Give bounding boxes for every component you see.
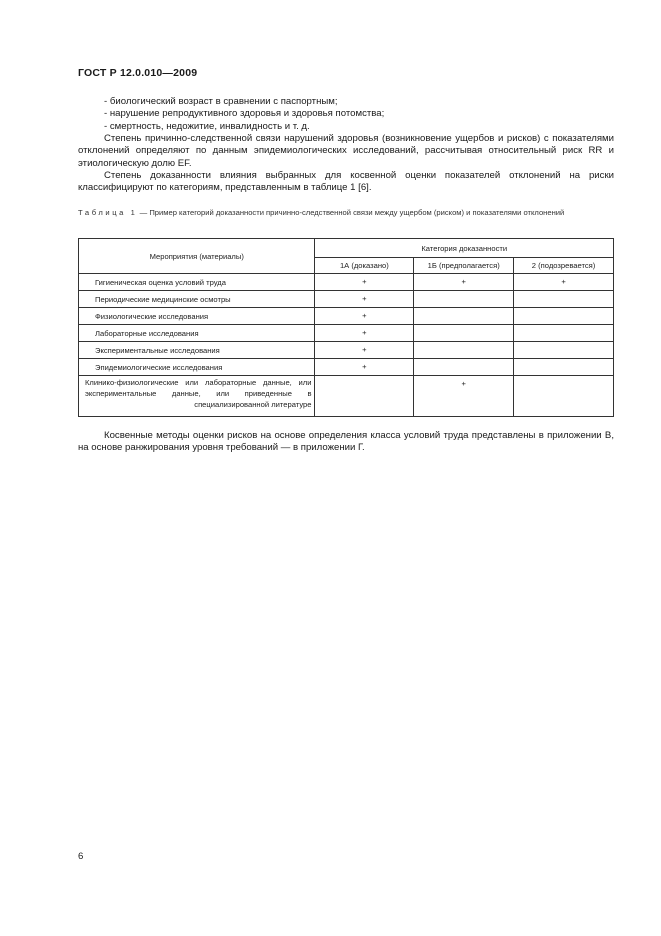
table-row: [79, 325, 614, 342]
row-label: Клинико-физиологические или лабораторные данные, или экспериментальные данные, или приведенные в специализированной литературе: [79, 376, 315, 417]
cell-mark: [514, 342, 614, 359]
cell-mark: [414, 359, 514, 376]
list-item: - смертность, недожитие, инвалидность и т. д.: [104, 120, 310, 132]
row-label: Экспериментальные исследования: [79, 342, 315, 359]
table-caption: [78, 208, 614, 219]
evidence-category-table: [78, 238, 614, 417]
column-header-activities: Мероприятия (материалы): [79, 239, 315, 274]
column-header-assumed: 1Б (предполагается): [414, 258, 514, 274]
cell-mark: +: [315, 359, 414, 376]
page-number: 6: [78, 851, 84, 862]
cell-mark: [514, 308, 614, 325]
bullet-list: [78, 96, 614, 133]
list-item: - биологический возраст в сравнении с паспортным;: [104, 96, 338, 107]
document-code-header: ГОСТ Р 12.0.010—2009: [78, 67, 198, 79]
row-label: Физиологические исследования: [79, 308, 315, 325]
table-row: [79, 359, 614, 376]
table-row: [79, 376, 614, 417]
cell-mark: [514, 291, 614, 308]
cell-mark: +: [414, 376, 514, 417]
cell-mark: +: [315, 325, 414, 342]
cell-mark: [514, 325, 614, 342]
cell-mark: [514, 376, 614, 417]
cell-mark: [414, 325, 514, 342]
table-caption-text: — Пример категорий доказанности причинно-следственной связи между ущербом (риском) и показателями отклонений: [137, 208, 565, 217]
row-label: Гигиеническая оценка условий труда: [79, 274, 315, 291]
cell-mark: +: [315, 308, 414, 325]
cell-mark: +: [514, 274, 614, 291]
cell-mark: [414, 342, 514, 359]
table-row: [79, 308, 614, 325]
column-group-header-category: Категория доказанности: [315, 239, 614, 258]
cell-mark: +: [414, 274, 514, 291]
cell-mark: +: [315, 291, 414, 308]
paragraph-evidence-degree: Степень доказанности влияния выбранных для косвенной оценки показателей отклонений на риски классифицируют по категориям, представленным в таблице 1 [6].: [78, 170, 614, 194]
cell-mark: +: [315, 342, 414, 359]
table-row: [79, 291, 614, 308]
cell-mark: [414, 308, 514, 325]
cell-mark: [315, 376, 414, 417]
paragraph-indirect-methods: Косвенные методы оценки рисков на основе определения класса условий труда представлены в приложении В, на основе ранжирования уровня требований — в приложении Г.: [78, 430, 614, 454]
column-header-proven: 1А (доказано): [315, 258, 414, 274]
table-row: [79, 274, 614, 291]
column-header-suspected: 2 (подозревается): [514, 258, 614, 274]
row-label: Эпидемиологические исследования: [79, 359, 315, 376]
table-caption-label: Таблица 1: [78, 208, 138, 217]
cell-mark: +: [315, 274, 414, 291]
cell-mark: [414, 291, 514, 308]
row-label: Лабораторные исследования: [79, 325, 315, 342]
table-row: [79, 342, 614, 359]
cell-mark: [514, 359, 614, 376]
list-item: - нарушение репродуктивного здоровья и здоровья потомства;: [104, 108, 385, 120]
paragraph-causal-link: Степень причинно-следственной связи нарушений здоровья (возникновение ущербов и рисков) с показателями отклонений определяют по данным эпидемиологических исследований, рассчитывая относительный риск RR и этиологическую долю EF.: [78, 133, 614, 169]
row-label: Периодические медицинские осмотры: [79, 291, 315, 308]
